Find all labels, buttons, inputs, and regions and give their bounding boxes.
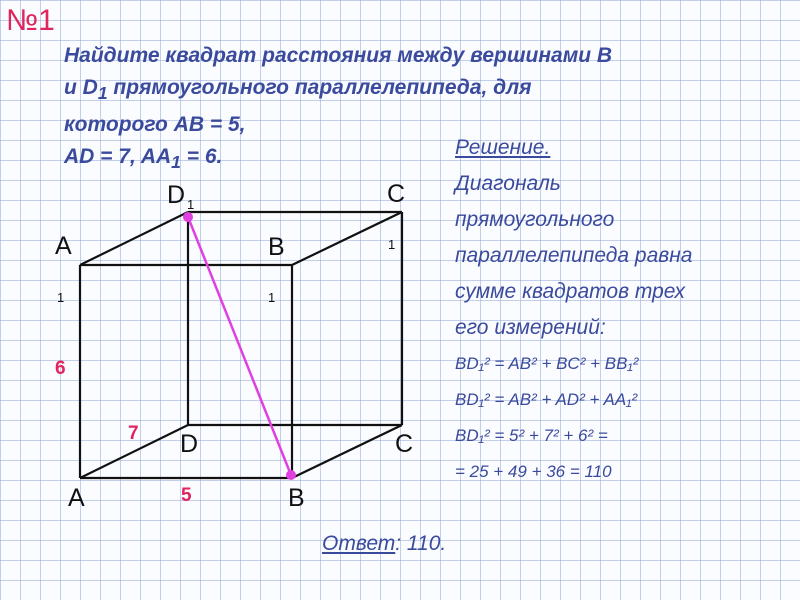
- dimension-depth: 7: [128, 423, 139, 444]
- edge-B1C1: [292, 212, 402, 265]
- problem-line-3: которого AB = 5,: [64, 113, 246, 137]
- solution-line-3: параллелепипеда равна: [455, 244, 693, 267]
- edge-A1D1: [80, 212, 188, 265]
- solution-line-5: его измерений:: [455, 316, 606, 339]
- subscript: 1: [97, 83, 108, 104]
- label-C1: C: [387, 180, 406, 208]
- label-C1-sub: 1: [388, 237, 396, 252]
- answer-value: : 110.: [395, 532, 447, 555]
- label-B1-sub: 1: [268, 290, 276, 305]
- label-D1: D: [167, 181, 186, 209]
- label-A: A: [68, 484, 85, 512]
- label-C: C: [395, 430, 414, 458]
- equation-3: BD₁² = 5² + 7² + 6² =: [455, 426, 608, 445]
- slide-number: №1: [6, 4, 55, 37]
- label-B: B: [288, 484, 305, 512]
- edge-BC: [292, 425, 402, 478]
- solution-line-1: Диагональ: [455, 172, 561, 195]
- solution-line-2: прямоугольного: [455, 208, 615, 231]
- answer-label: Ответ: [322, 532, 396, 555]
- problem-line-2: и $D_1$ прямоугольного параллелепипеда, для: [64, 76, 532, 104]
- problem-line-4: AD = 7, $AA_1 = 6$.: [64, 145, 223, 173]
- solution-block: [455, 130, 795, 490]
- dimension-width: 5: [181, 485, 192, 506]
- equation-4: = 25 + 49 + 36 = 110: [455, 462, 612, 481]
- label-D: D: [180, 430, 199, 458]
- label-A1-sub: 1: [57, 290, 65, 305]
- label-A1: A: [55, 232, 72, 260]
- point-D1: [183, 212, 193, 222]
- solution-header: Решение.: [455, 136, 551, 159]
- equation-1: BD₁² = AB² + BC² + BB₁²: [455, 354, 639, 373]
- subscript: 1: [171, 152, 181, 173]
- answer: [322, 532, 446, 556]
- point-B: [286, 470, 296, 480]
- dimension-height: 6: [55, 358, 66, 379]
- equation-2: BD₁² = AB² + AD² + AA₁²: [455, 390, 638, 409]
- solution-line-4: сумме квадратов трех: [455, 280, 686, 303]
- label-D1-sub: 1: [187, 197, 195, 212]
- label-B1: B: [268, 233, 285, 261]
- problem-line-1: Найдите квадрат расстояния между вершинами B: [64, 44, 613, 67]
